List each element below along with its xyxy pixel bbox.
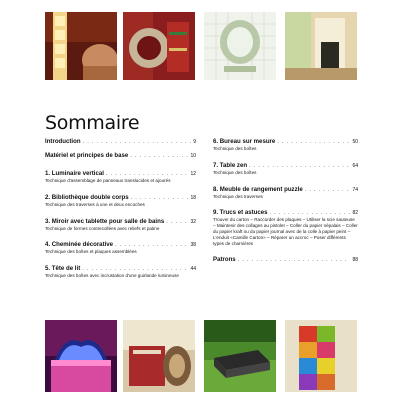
toc-entry[interactable] — [213, 162, 358, 176]
toc-entry-title: 6. Bureau sur mesure — [213, 138, 276, 145]
top-photo-row — [0, 12, 400, 80]
toc-entry-title: Matériel et principes de base — [45, 152, 129, 159]
toc-entry-page: 74 — [352, 186, 358, 193]
toc-entry-description: Technique de formes contrecollées avec reliefs et patine — [45, 225, 160, 231]
toc-leader-dots — [130, 153, 188, 159]
page-title: Sommaire — [45, 112, 140, 134]
toc-leader-dots — [131, 195, 189, 201]
toc-leader-dots — [277, 139, 350, 145]
bottom-photo-row — [0, 320, 400, 392]
toc-leader-dots — [249, 163, 350, 169]
toc-leader-dots — [115, 242, 188, 248]
toc-entry-description: Technique des boîtes et plaques assemblées — [45, 249, 137, 255]
desk-photo — [123, 320, 195, 392]
toc-entry-title: 2. Bibliothèque double corps — [45, 193, 129, 201]
toc-entry-title: 9. Trucs et astuces — [213, 209, 268, 217]
toc-entry-page: 32 — [190, 218, 196, 225]
toc-entry-page: 50 — [352, 139, 358, 145]
bookshelf-photo — [123, 12, 195, 80]
toc-leader-dots — [83, 139, 192, 145]
toc-entry-description: Technique des traverses — [213, 193, 263, 199]
toc-leader-dots — [82, 266, 188, 272]
toc-leader-dots — [106, 171, 189, 177]
toc-entry-page: 12 — [190, 171, 196, 177]
headboard-photo — [45, 320, 117, 392]
toc-right-column — [213, 138, 358, 273]
toc-entry-title: 3. Miroir avec tablette pour salle de bains — [45, 217, 165, 225]
toc-entry-page: 38 — [190, 242, 196, 249]
toc-entry-title: 8. Meuble de rangement puzzle — [213, 185, 303, 193]
toc-leader-dots — [238, 257, 351, 263]
toc-entry-title: Introduction — [45, 138, 81, 145]
toc-entry[interactable] — [45, 265, 196, 279]
toc-entry-page: 82 — [352, 210, 358, 217]
toc-entry[interactable] — [213, 186, 358, 200]
toc-entry-description: Technique des boîtes — [213, 146, 257, 151]
mirror-photo — [204, 12, 276, 80]
fireplace-photo — [285, 12, 357, 80]
zen-table-photo — [204, 320, 276, 392]
puzzle-cabinet-photo — [285, 320, 357, 392]
toc-leader-dots — [270, 210, 351, 216]
toc-entry[interactable] — [213, 256, 358, 263]
toc-entry[interactable] — [45, 138, 196, 145]
toc-entry[interactable] — [45, 170, 196, 184]
toc-entry-description: Trouver du carton – Raccorder des plaques – Utiliser la scie sauteuse – Maintenir des collages au pistolet – Coller du papier népalais – Coller du papier kraft ou du papier journal avec de la colle à papier peint – L'enduit «Camille Carton» – Réparer un accroc – Poser différents types de charnières — [213, 217, 358, 246]
toc-entry-title: 5. Tête de lit — [45, 265, 81, 273]
toc-entry[interactable] — [45, 152, 196, 159]
toc-entry-title: 1. Luminaire vertical — [45, 170, 104, 177]
toc-entry-description: Technique d'assemblage de panneaux translucides et ajourés — [45, 178, 171, 183]
toc-entry-title: 7. Table zen — [213, 161, 248, 169]
toc-entry-description: Technique des boîtes avec incrustation d'une guirlande lumineuse — [45, 273, 179, 279]
toc-entry-page: 18 — [190, 194, 196, 201]
toc-entry[interactable] — [213, 138, 358, 152]
toc-entry-page: 44 — [190, 266, 196, 273]
toc-entry-page: 64 — [352, 162, 358, 169]
toc-entry-title: 4. Cheminée décorative — [45, 241, 114, 249]
toc-entry-description: Technique des boîtes — [213, 169, 257, 175]
toc-entry[interactable] — [45, 241, 196, 255]
toc-entry-page: 10 — [190, 153, 196, 159]
toc-leader-dots — [166, 219, 188, 225]
toc-entry-title: Patrons — [213, 256, 236, 264]
toc-entry[interactable] — [45, 194, 196, 208]
toc-left-column — [45, 138, 196, 289]
lamp-photo — [45, 12, 117, 80]
toc-entry-description: Technique des traverses à une et deux encoches — [45, 201, 145, 207]
toc-entry[interactable] — [45, 218, 196, 232]
toc-leader-dots — [305, 187, 351, 193]
toc-entry-page: 88 — [352, 257, 358, 264]
toc-entry[interactable] — [213, 209, 358, 246]
toc-entry-page: 9 — [193, 139, 196, 145]
